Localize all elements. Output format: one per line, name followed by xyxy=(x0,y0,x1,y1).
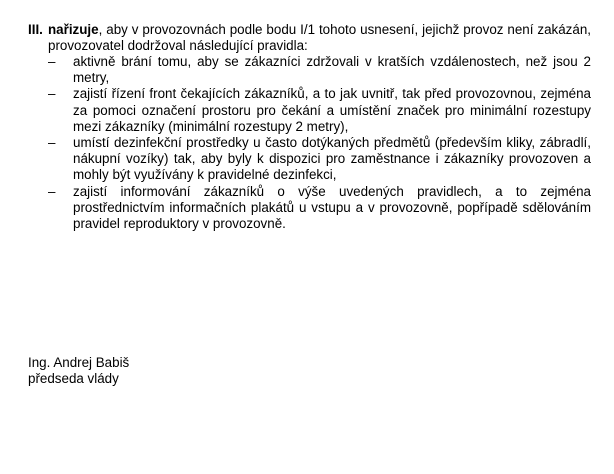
rules-list xyxy=(28,54,591,232)
signature-block xyxy=(28,355,129,387)
list-item-text: zajistí informování zákazníků o výše uvedených pravidlech, a to zejména prostřednictvím informačních plakátů u vstupu a v provozovně, popřípadě sdělováním pravidel reproduktory v provozovně. xyxy=(73,183,591,232)
section-iii-intro xyxy=(28,22,591,54)
list-item xyxy=(28,54,591,86)
list-item xyxy=(28,184,591,233)
section-numeral: III. xyxy=(28,22,43,37)
signatory-title: předseda vlády xyxy=(28,371,119,387)
section-intro-text: , aby v provozovnách podle bodu I/1 tohoto usnesení, jejichž provoz není zakázán, provozovatel dodržoval následující pravidla: xyxy=(48,22,591,54)
list-item-text: umístí dezinfekční prostředky u často dotýkaných předmětů (především kliky, zábradlí, nákupní vozíky) tak, aby byly k dispozici pro zaměstnance i zákazníky provozoven a mohly být využívány k pravidelné dezinfekci, xyxy=(73,135,591,183)
list-item-text: zajistí řízení front čekajících zákazníků, a to jak uvnitř, tak před provozovnou, zejména za pomoci označení prostoru pro čekání a umístění značek pro minimální rozestupy mezi zákazníky (minimální rozestupy 2 metry), xyxy=(73,86,591,134)
section-intro-paragraph xyxy=(28,22,591,54)
list-item-text: aktivně brání tomu, aby se zákazníci zdržovali v kratších vzdálenostech, než jsou 2 metry, xyxy=(73,54,591,86)
list-item xyxy=(28,135,591,184)
list-item xyxy=(28,86,591,135)
bullet-dash: – xyxy=(48,86,56,102)
bullet-dash: – xyxy=(48,183,56,199)
bullet-dash: – xyxy=(48,54,56,69)
signatory-name: Ing. Andrej Babiš xyxy=(28,355,130,370)
bullet-dash: – xyxy=(48,135,56,151)
section-verb: nařizuje xyxy=(48,22,99,37)
